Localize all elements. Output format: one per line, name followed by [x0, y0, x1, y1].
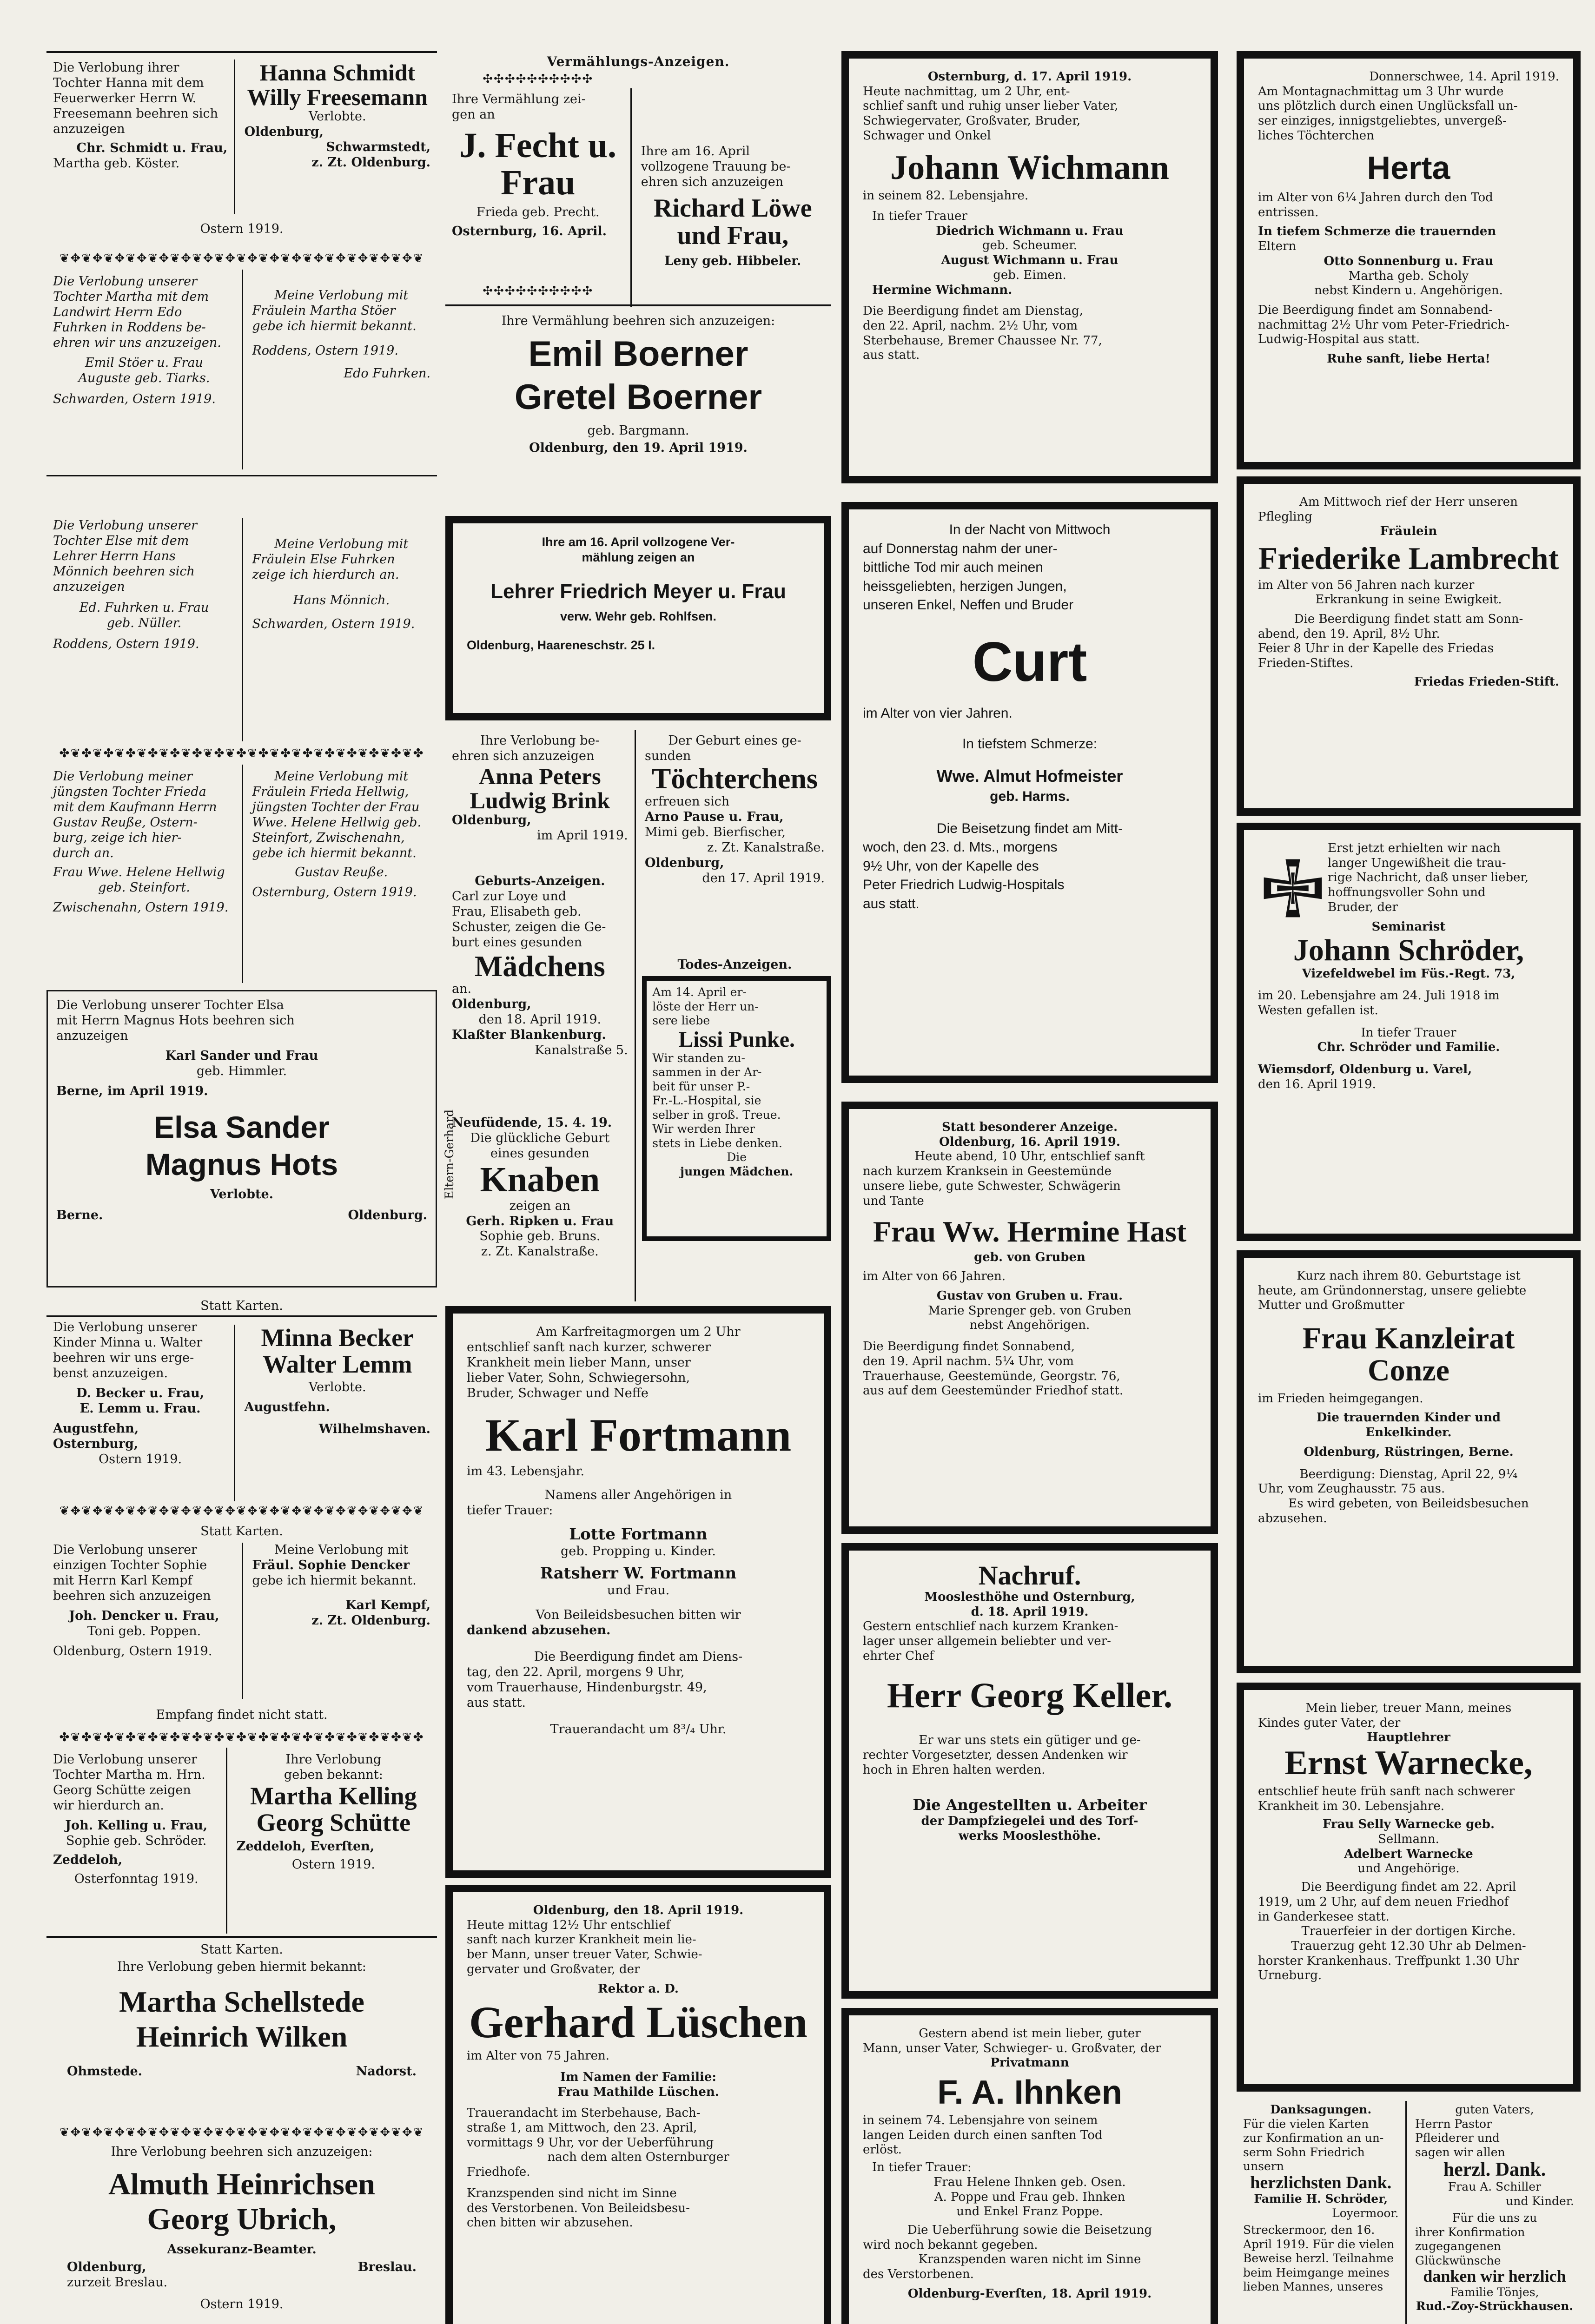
notice-header: Statt Karten.: [200, 1524, 283, 1538]
subsection-header: Geburts-Anzeigen.: [475, 874, 605, 888]
subsection-header: Danksagungen.: [1270, 2103, 1372, 2116]
divider: [242, 518, 243, 741]
rule: [46, 1315, 437, 1317]
deceased-name: Karl Fortmann: [485, 1409, 792, 1461]
notice-intro: Erst jetzt erhielten wir nach langer Ungewißheit die trau- rige Nachricht, daß unser lieber, hoffnungsvoller Sohn und Bruder, der: [1328, 841, 1529, 914]
parents-announcement: Die Verlobung unserer einzigen Tochter Sophie mit Herrn Karl Kempf beehren sich anzuzeigen Joh. Dencker u. Frau, Toni geb. Poppen. Oldenburg, Ostern 1919.: [53, 1543, 219, 1658]
parents-announcement: Die Verlobung unserer Tochter Martha mit dem Landwirt Herrn Edo Fuhrken in Roddens be- ehren wir uns anzuzeigen. Emil Stöer u. Frau Auguste geb. Tiarks. Schwarden, Ostern 1919.: [53, 274, 221, 406]
deceased-name: Ernst Warnecke,: [1284, 1744, 1533, 1783]
top-rule: [46, 51, 437, 53]
death-notice-lueschen: Oldenburg, den 18. April 1919. Heute mittag 12½ Uhr entschlief sanft nach kurzer Krankheit mein lie- ber Mann, unser treuer Vater, Schwie- gervater und Großvater, der Rektor a. D. Gerhard Lüschen im Alter von 75 Jahren. Im Namen der Familie: Frau Mathilde Lüschen. Trauerandacht im Sterbehause, Bach- straße 1, am Mittwoch, den 23. April, vormittags 9 Uhr, vor der Ueberführung nach dem alten Osternburger Friedhofe. Kranzspenden sind nicht im Sinne des Verstorbenen. Von Beileidsbesu- chen bitten wir abzusehen.: [445, 1885, 831, 2324]
death-notice-herta: Donnerschwee, 14. April 1919. Am Montagnachmittag um 3 Uhr wurde uns plötzlich durch einen Unglücksfall un- ser einziges, innigstgeliebtes, unvergeß- liches Töchterchen Herta im Alter von 6¼ Jahren durch den Tod entrissen. In tiefem Schmerze die trauernden Eltern Otto Sonnenburg u. Frau Martha geb. Scholy nebst Kindern u. Angehörigen. Die Beerdigung findet am Sonnabend- nachmittag 2½ Uhr vom Peter-Friedrich- Ludwig-Hospital aus statt. Ruhe sanft, liebe Herta!: [1237, 51, 1581, 469]
deceased-name: Gerhard Lüschen: [469, 1997, 808, 2047]
parents-announcement: Die Verlobung unserer Kinder Minna u. Walter beehren wir uns erge- benst anzuzeigen. D. Becker u. Frau, E. Lemm u. Frau. Augustfehn, Osternburg, Ostern 1919.: [53, 1320, 205, 1466]
deceased-name: Frau Kanzleirat Conze: [1302, 1321, 1515, 1388]
deceased-name: Johann Schröder,: [1293, 933, 1524, 968]
child-announcement-title: Töchterchens: [651, 763, 818, 795]
marriage-notices-fecht-loewe: [445, 88, 831, 307]
thanks-heading: herzlichsten Dank.: [1250, 2172, 1392, 2192]
obituary-keller: Nachruf. Mooslesthöhe und Osternburg, d. 18. April 1919. Gestern entschlief nach kurzem Kranken- lager unser allgemein beliebter und ver- ehrter Chef Herr Georg Keller. Er war uns stets ein gütiger und ge- rechter Vorgesetzter, dessen Andenken wir hoch in Ehren halten werden. Die Angestellten u. Arbeiter der Dampfziegelei und des Torf- werks Mooslesthöhe.: [841, 1543, 1218, 1999]
rule: [445, 304, 831, 306]
couple-name: Martha Kelling: [250, 1782, 417, 1810]
death-notice-ihnken: Gestern abend ist mein lieber, guter Mann, unser Vater, Schwieger- u. Großvater, der Privatmann F. A. Ihnken in seinem 74. Lebensjahre von seinem langen Leiden durch einen sanften Tod erlöst. In tiefer Trauer: Frau Helene Ihnken geb. Osen. A. Poppe und Frau geb. Ihnken und Enkel Franz Poppe. Die Ueberführung sowie die Beisetzung wird noch bekannt gegeben. Kranzspenden waren nicht im Sinne des Verstorbenen. Oldenburg-Everſten, 18. April 1919.: [841, 2008, 1218, 2324]
subsection-header: Todes-Anzeigen.: [677, 957, 792, 972]
engagement-notice-dencker: [46, 1522, 437, 1727]
column-2: [445, 51, 831, 2324]
places: Oldenburg, Breslau.: [67, 2260, 417, 2275]
couple-name: Heinrich Wilken: [136, 2020, 348, 2053]
ornament-border: ❦✥❦✥❦✥❦✥❦✥❦✥❦✥❦✥❦✥❦✥❦✥❦✥❦✥❦✥❦✥❦✥❦: [59, 251, 424, 265]
ornament-border: ✤❦✤❦✤❦✤❦✤❦✤❦✤❦✤❦✤❦✤❦✤❦✤❦✤❦✤❦✤❦✤❦✤: [59, 746, 424, 760]
engagement-notice-sander: Die Verlobung unserer Tochter Elsa mit Herrn Magnus Hots beehren sich anzuzeigen Karl Sander und Frau geb. Himmler. Berne, im April 1919. Elsa Sander Magnus Hots Verlobte. Berne. Oldenburg.: [46, 990, 437, 1287]
deceased-name: Herta: [1367, 149, 1450, 186]
thank-you-notices: [1237, 2101, 1581, 2324]
notice-header: Statt Karten.: [200, 1942, 283, 1957]
couple-name: Minna Becker: [261, 1324, 414, 1352]
engagement-notice-heinrichsen: Ihre Verlobung beehren sich anzuzeigen: Almuth Heinrichsen Georg Ubrich, Assekuranz-Beamter. Oldenburg, Breslau. zurzeit Breslau. Ostern 1919.: [46, 2143, 437, 2324]
column-3: [841, 51, 1218, 2324]
couple-name: Georg Ubrich,: [147, 2202, 337, 2237]
couple-name: Gretel Boerner: [514, 377, 762, 417]
ornament-border: ✣✣✣✣✣✣✣✣✣✣: [483, 72, 594, 86]
death-notice-warnecke: Mein lieber, treuer Mann, meines Kindes guter Vater, der Hauptlehrer Ernst Warnecke, entschlief heute früh sanft nach schwerer Krankheit im 30. Lebensjahre. Frau Selly Warnecke geb. Sellmann. Adelbert Warnecke und Angehörige. Die Beerdigung findet am 22. April 1919, um 2 Uhr, auf dem neuen Friedhof in Ganderkesee statt. Trauerfeier in der dortigen Kirche. Trauerzug geht 12.30 Uhr ab Delmen- horster Krankenhaus. Treffpunkt 1.30 Uhr Urneburg.: [1237, 1683, 1581, 2092]
divider: [234, 1325, 235, 1501]
death-notice-punke: Am 14. April er- löste der Herr un- sere liebe Lissi Punke. Wir standen zu- sammen in der Ar- beit für unser P.- Fr.-L.-Hospital, sie selber in groß. Treue. Wir werden Ihrer stets in Liebe denken. Die jungen Mädchen.: [642, 976, 831, 1241]
engagement-notice-hellwig: [46, 765, 437, 983]
couple-name: Lehrer Friedrich Meyer u. Frau: [490, 580, 786, 603]
ornament-border: ✣✣✣✣✣✣✣✣✣✣: [483, 284, 594, 298]
mother-announcement: Die Verlobung meiner jüngsten Tochter Frieda mit dem Kaufmann Herrn Gustav Reuße, Ostern- burg, zeige ich hier- durch an. Frau Wwe. Helene Hellwig geb. Steinfort. Zwischenahn, Ostern 1919.: [53, 769, 229, 915]
groom-announcement: Meine Verlobung mit Fräul. Sophie Dencker gebe ich hiermit bekannt. Karl Kempf, z. Zt. Oldenburg.: [252, 1543, 430, 1628]
engagement-notice-schellstede: Statt Karten. Ihre Verlobung geben hiermit bekannt: Martha Schellstede Heinrich Wilken Ohmstede. Nadorst.: [46, 1941, 437, 2122]
places: Berne. Oldenburg.: [56, 1208, 427, 1222]
groom-announcement: Meine Verlobung mit Fräulein Martha Stöer gebe ich hiermit bekannt. Roddens, Ostern 1919. Edo Fuhrken.: [252, 288, 430, 381]
death-notice-hast: Statt besonderer Anzeige. Oldenburg, 16. April 1919. Heute abend, 10 Uhr, entschlief sanft nach kurzem Kranksein in Geestemünde unsere liebe, gute Schwester, Schwägerin und Tante Frau Ww. Hermine Hast geb. von Gruben im Alter von 66 Jahren. Gustav von Gruben u. Frau. Marie Sprenger geb. von Gruben nebst Angehörigen. Die Beerdigung findet Sonnabend, den 19. April nachm. 5¼ Uhr, vom Trauerhause, Geestemünde, Georgstr. 76, aus auf dem Geestemünder Friedhof statt.: [841, 1102, 1218, 1534]
deceased-name: Friederike Lambrecht: [1258, 541, 1559, 576]
divider: [234, 59, 235, 214]
deceased-name: Herr Georg Keller.: [887, 1676, 1173, 1716]
thanks-heading: herzl. Dank.: [1443, 2159, 1546, 2180]
thanks-schiller-toenjes: guten Vaters, Herrn Pastor Pfleiderer und sagen wir allen herzl. Dank. Frau A. Schiller und Kinder. Für die uns zu ihrer Konfirmation zugegangenen Glückwünsche danken wir herzlich Familie Tönjes, Rud.-Zoy-Strückhausen.: [1415, 2103, 1574, 2313]
couple-name: J. Fecht u. Frau: [459, 125, 617, 202]
death-notice-fortmann: Am Karfreitagmorgen um 2 Uhr entschlief sanft nach kurzer, schwerer Krankheit mein lieber Mann, unser lieber Vater, Sohn, Schwiegersohn, Bruder, Schwager und Neffe Karl Fortmann im 43. Lebensjahr. Namens aller Angehörigen in tiefer Trauer: Lotte Fortmann geb. Propping u. Kinder. Ratsherr W. Fortmann und Frau. Von Beileidsbesuchen bitten wir dankend abzusehen. Die Beerdigung findet am Diens- tag, den 22. April, morgens 9 Uhr, vom Trauerhause, Hindenburgstr. 49, aus statt. Trauerandacht um 8³/₄ Uhr.: [445, 1306, 831, 1878]
section-header: Vermählungs-Anzeigen.: [547, 54, 730, 69]
engagement-notice-fuhrken: [46, 481, 437, 741]
notice-header: Statt Karten.: [200, 1299, 283, 1313]
couple-name: und Frau,: [677, 221, 789, 250]
couple-name: Emil Boerner: [528, 334, 748, 374]
ornament-border: ❦✥❦✥❦✥❦✥❦✥❦✥❦✥❦✥❦✥❦✥❦✥❦✥❦✥❦✥❦✥❦✥❦: [59, 1504, 424, 1518]
death-notice-wichmann: Osternburg, d. 17. April 1919. Heute nachmittag, um 2 Uhr, ent- schlief sanft und ruhig unser lieber Vater, Schwiegervater, Großvater, Bruder, Schwager und Onkel Johann Wichmann in seinem 82. Lebensjahre. In tiefer Trauer Diedrich Wichmann u. Frau geb. Scheumer. August Wichmann u. Frau geb. Eimen. Hermine Wichmann. Die Beerdigung findet am Dienstag, den 22. April, nachm. 2½ Uhr, vom Sterbehause, Bremer Chaussee Nr. 77, aus statt.: [841, 51, 1218, 483]
engagement-notice-stoeer: [46, 270, 437, 469]
birth-pause: Der Geburt eines ge- sunden Töchterchens erfreuen sich Arno Pause u. Frau, Mimi geb. Bierfischer, z. Zt. Kanalstraße. Oldenburg, den 17. April 1919.: [645, 733, 825, 885]
marriage-notice-meyer: Ihre am 16. April vollzogene Ver- mählung zeigen an Lehrer Friedrich Meyer u. Frau verw. Wehr geb. Rohlfsen. Oldenburg, Haareneschstr. 25 I.: [445, 516, 831, 720]
couple-name: Willy Freesemann: [247, 84, 428, 110]
deceased-name: F. A. Ihnken: [937, 2074, 1122, 2112]
deceased-name: Johann Wichmann: [890, 148, 1169, 187]
couple-name: Anna Peters: [479, 763, 601, 789]
divider: [630, 88, 632, 307]
engagement-notice-schmidt: [46, 56, 437, 242]
iron-cross-icon: [1263, 858, 1323, 918]
birth-ripken: Neufüdende, 15. 4. 19. Die glückliche Geburt eines gesunden Knaben zeigen an Gerh. Ripken u. Frau Sophie geb. Bruns. z. Zt. Kanalstraße.: [445, 1116, 635, 1297]
divider: [242, 270, 243, 469]
column-1: [46, 51, 437, 2324]
date-footer: Ostern 1919.: [200, 222, 284, 237]
couple-announcement: Hanna Schmidt Willy Freesemann Verlobte. Oldenburg, Schwarmstedt, z. Zt. Oldenburg.: [244, 59, 430, 170]
date-footer: Ostern 1919.: [200, 2297, 284, 2312]
engagement-peters-brink: Ihre Verlobung be- ehren sich anzuzeigen Anna Peters Ludwig Brink Oldenburg, im April 1919.: [452, 733, 628, 843]
ornament-border: ✤❦✤❦✤❦✤❦✤❦✤❦✤❦✤❦✤❦✤❦✤❦✤❦✤❦✤❦✤❦✤❦✤: [59, 1730, 424, 1744]
couple-name: Hanna Schmidt: [259, 59, 416, 86]
divider: [635, 730, 636, 1301]
notice-header: Statt besonderer Anzeige.: [941, 1120, 1118, 1134]
marriage-loewe: Ihre am 16. April vollzogene Trauung be- ehren sich anzuzeigen Richard Löwe und Frau, Leny geb. Hibbeler.: [635, 144, 831, 302]
divider: [1405, 2101, 1407, 2324]
death-notice-schroeder: Erst jetzt erhielten wir nach langer Ungewißheit die trau- rige Nachricht, daß unser lieber, hoffnungsvoller Sohn und Bruder, der Seminarist Johann Schröder, Vizefeldwebel im Füs.-Regt. 73, im 20. Lebensjahre am 24. Juli 1918 im Westen gefallen ist. In tiefer Trauer Chr. Schröder und Familie. Wiemsdorf, Oldenburg u. Varel, den 16. April 1919.: [1237, 823, 1581, 1241]
parents-announcement: Die Verlobung unserer Tochter Else mit dem Lehrer Herrn Hans Mönnich beehren sich anzuzeigen Ed. Fuhrken u. Frau geb. Nüller. Roddens, Ostern 1919.: [53, 518, 209, 651]
divider: [226, 1748, 227, 1934]
couple-announcement: Ihre Verlobung geben bekannt: Martha Kelling Georg Schütte Zeddeloh, Everſten, Ostern 1919.: [230, 1752, 437, 1929]
engagement-notice-kelling: [46, 1748, 437, 1934]
couple-name: Walter Lemm: [263, 1350, 412, 1378]
parents-announcement: Die Verlobung unserer Tochter Martha m. Hrn. Georg Schütte zeigen wir hierdurch an. Joh. Kelling u. Frau, Sophie geb. Schröder. Zeddeloh, Osterfonntag 1919.: [53, 1752, 208, 1886]
thanks-schroeder: Danksagungen. Für die vielen Karten zur Konfirmation an un- serm Sohn Friedrich unsern herzlichsten Dank. Familie H. Schröder, Loyermoor. Streckermoor, den 16. April 1919. Für die vielen Beweise herzl. Teilnahme beim Heimgange meines lieben Mannes, unseres: [1243, 2103, 1399, 2294]
couple-name: Magnus Hots: [145, 1147, 338, 1182]
vertical-label: Eltern-Gerhard: [443, 1109, 456, 1199]
death-notice-lambrecht: Am Mittwoch rief der Herr unseren Pflegling Fräulein Friederike Lambrecht im Alter von 56 Jahren nach kurzer Erkrankung in seine Ewigkeit. Die Beerdigung findet statt am Sonn- abend, den 19. April, 8½ Uhr. Feier 8 Uhr in der Kapelle des Friedas Frieden-Stiftes. Friedas Frieden-Stift.: [1237, 476, 1581, 816]
couple-name: Martha Schellstede: [119, 1985, 364, 2018]
birth-zur-loye: Geburts-Anzeigen. Carl zur Loye und Frau, Elisabeth geb. Schuster, zeigen die Ge- burt eines gesunden Mädchens an. Oldenburg, den 18. April 1919. Klaßter Blankenburg. Kanalstraße 5.: [452, 874, 628, 1057]
groom-announcement: Meine Verlobung mit Fräulein Frieda Hellwig, jüngsten Tochter der Frau Wwe. Helene Hellwig geb. Steinfort, Zwischenahn, gebe ich hiermit bekannt. Gustav Reuße. Osternburg, Ostern 1919.: [252, 769, 422, 899]
couple-announcement: Minna Becker Walter Lemm Verlobte. Augustfehn. Wilhelmshaven.: [244, 1324, 430, 1437]
child-announcement-title: Knaben: [480, 1160, 600, 1199]
couple-name: Almuth Heinrichsen: [108, 2167, 375, 2201]
deceased-name: Curt: [972, 630, 1087, 693]
child-announcement-title: Mädchens: [474, 949, 605, 983]
places: Ohmstede. Nadorst.: [67, 2064, 417, 2079]
column-4: [1237, 51, 1581, 2324]
couple-name: Ludwig Brink: [470, 787, 610, 814]
divider: [242, 1543, 243, 1699]
couple-name: Georg Schütte: [256, 1808, 411, 1836]
thanks-heading: danken wir herzlich: [1423, 2267, 1566, 2286]
marriage-notice-boerner: Ihre Vermählung beehren sich anzuzeigen: Emil Boerner Gretel Boerner geb. Bargmann. Oldenburg, den 19. April 1919.: [445, 309, 831, 509]
death-notice-curt: In der Nacht von Mittwoch auf Donnerstag nahm der uner- bittliche Tod mir auch meinen heissgeliebten, herzigen Jungen, unseren Enkel, Neffen und Bruder Curt im Alter von vier Jahren. In tiefstem Schmerze: Wwe. Almut Hofmeister geb. Harms. Die Beisetzung findet am Mitt- woch, den 23. d. Mts., morgens 9½ Uhr, von der Kapelle des Peter Friedrich Ludwig-Hospitals aus statt.: [841, 502, 1218, 1083]
ornament-border: ❦✥❦✥❦✥❦✥❦✥❦✥❦✥❦✥❦✥❦✥❦✥❦✥❦✥❦✥❦✥❦✥❦: [59, 2126, 424, 2139]
notice-footer: Empfang findet nicht statt.: [156, 1708, 328, 1723]
rule: [46, 475, 437, 476]
death-notice-conze: Kurz nach ihrem 80. Geburtstage ist heute, am Gründonnerstag, unsere geliebte Mutter und Großmutter Frau Kanzleirat Conze im Frieden heimgegangen. Die trauernden Kinder und Enkelkinder. Oldenburg, Rüstringen, Berne. Beerdigung: Dienstag, April 22, 9¼ Uhr, vom Zeughausstr. 75 aus. Es wird gebeten, von Beileidsbesuchen abzusehen.: [1237, 1250, 1581, 1673]
parents-announcement: Die Verlobung ihrer Tochter Hanna mit dem Feuerwerker Herrn W. Freesemann beehren sich anzuzeigen Chr. Schmidt u. Frau, Martha geb. Köster.: [53, 60, 228, 171]
engagement-notice-becker: [46, 1297, 437, 1501]
notice-title: Nachruf.: [978, 1560, 1081, 1591]
couple-name: Elsa Sander: [154, 1109, 330, 1144]
births-and-engagements-block: [445, 730, 831, 1301]
couple-name: Richard Löwe: [654, 193, 812, 223]
deceased-name: Lissi Punke.: [678, 1027, 795, 1052]
divider: [242, 765, 243, 983]
groom-announcement: Meine Verlobung mit Fräulein Else Fuhrken zeige ich hierdurch an. Hans Mönnich. Schwarden, Ostern 1919.: [252, 537, 415, 631]
marriage-fecht: Ihre Vermählung zei- gen an J. Fecht u. Frau Frieda geb. Precht. Osternburg, 16. April.: [445, 92, 630, 302]
rule: [46, 1936, 437, 1938]
deceased-name: Frau Ww. Hermine Hast: [873, 1215, 1187, 1248]
